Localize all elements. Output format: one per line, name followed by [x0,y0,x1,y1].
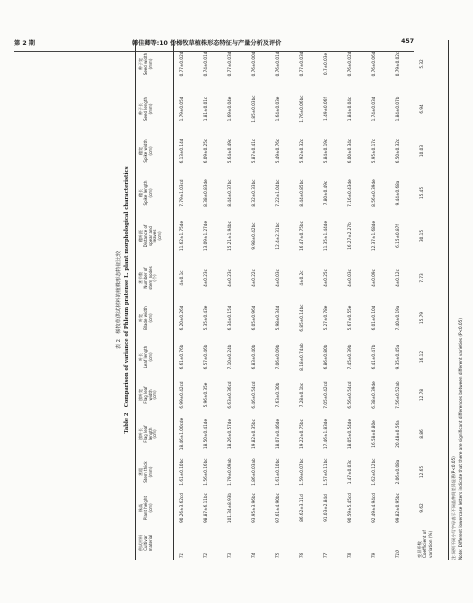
table-cell: 5.27±0.78e [323,305,328,331]
table-cell: 6.63±0.36cd [227,381,232,409]
table-cell: 1.47±0.03c [347,459,352,485]
table-cell: 6.09±0.25c [203,138,208,164]
table-cell: 5.64±0.49c [227,138,232,164]
table-cell: 18.07±0.46de [275,418,280,450]
table-cell: 8.56±0.39de [371,179,376,207]
table-cell: 0.76±0.06d [371,51,376,77]
table-cell: 6.41±0.47b [371,344,376,370]
column-header: 穗长 Spike length (cm) [138,180,153,206]
column-header: 旗叶长 Flag leaf length (cm) [138,425,158,443]
table-cell: 10.03 [419,145,424,157]
table-caption-en: Table 2 Comparison of variance of Phleum pratense L. plant morphological characteristics [124,166,130,434]
table-cell: 8.38±0.83de [203,179,208,207]
page-number: 457 [401,38,414,45]
column-header: 叶宽 Blade width (cm) [138,306,153,330]
table-cell: 8.44±0.37bc [227,179,232,207]
table-cell: 0.79±0.02c [395,51,400,77]
table-cell: 1.79±0.05d [179,96,184,122]
table-cell: 6.61±0.76b [179,344,184,370]
table-cell: 6.86±0.80b [323,344,328,370]
row-label: T9 [371,552,376,558]
table-cell: 7.45±0.39b [347,344,352,370]
table-cell: 6.83±0.40b [251,344,256,370]
table-cell: 9.98±0.42bc [251,222,256,250]
table-cell: 30.15 [419,230,424,242]
row-label: 变异系数 Coefficient of variation (%) [417,530,433,558]
table-cell: 1.84±0.07b [395,96,400,122]
table-cell: 18.46±1.00cde [179,417,184,451]
table-cell: 8.86 [419,429,424,439]
table-bottom-rule [448,40,449,560]
table-cell: 5.84±0.19c [323,138,328,164]
table-top-rule [135,40,136,560]
table-cell: 7.22±1.04bc [275,179,280,207]
table-cell: 98.87±6.11bc [203,493,208,523]
table-cell: 1.81±0.01c [203,96,208,122]
table-cell: 5.95±0.17c [371,138,376,164]
table-cell: 16.47±0.75bc [299,221,304,251]
table-cell: 4±0.23c [203,269,208,287]
table-cell: 8.18±0.74ab [299,343,304,371]
table-cell: 2.06±0.08a [395,459,400,485]
table-cell: 6.57±0.46b [203,344,208,370]
table-note-en: Note: Different lowercase letters indicate that there are significant differences between different varieties (P<0.05) [458,318,463,560]
table-cell: 18.05±0.54de [347,418,352,450]
table-cell: 7.05±0.42cd [323,381,328,409]
table-cell: 7.79±1.03cd [179,179,184,207]
table-cell: 5.96±0.35e [203,382,208,408]
table-cell: 0.74±0.01d [203,51,208,77]
table-cell: 1.86±0.03ab [251,458,256,486]
column-header: 种子长 Seed length (mm) [138,96,153,122]
table-cell: 5.67±0.55e [347,305,352,331]
column-header: 叶长 Leaf length (cm) [138,345,153,369]
table-cell: 6.85±0.14bc [299,304,304,332]
table-cell: 20.48±0.56a [395,420,400,448]
column-header: 穗叶距 Distance of spear and leaves (cm) [138,224,163,248]
table-cell: 90.26±3.62cd [179,493,184,523]
table-cell: 6.34±0.15d [227,305,232,331]
table-cell: 92.49±4.94cd [371,493,376,523]
table-cell: 1.56±0.16bc [203,458,208,486]
table-cell: 6.05±0.96d [251,305,256,331]
row-label: T2 [203,552,208,558]
rotated-table [113,40,473,560]
table-cell: 0.7±0.03e [323,52,328,76]
table-cell: 7.16±0.43de [347,179,352,207]
table-cell: 4±0.03c [275,269,280,287]
table-cell: 19.82±0.35bc [251,419,256,449]
table-cell: 6.50±0.32c [395,138,400,164]
table-cell: 19.22±0.75bc [299,419,304,449]
table-cell: 1.62±0.12bc [371,458,376,486]
column-header: 供试材料 Cultivar material [138,534,153,552]
issue-number: 第 2 期 [14,40,35,47]
column-header: 茎节数 Number of stem nodes (个) [138,266,158,290]
table-cell: 7.80±0.49c [323,180,328,206]
table-cell: 6.46±0.54cd [251,381,256,409]
table-cell: 7.73 [419,273,424,283]
table-cell: 0.77±0.03d [299,51,304,77]
table-cell: 6.01±0.10d [371,305,376,331]
table-cell: 7.56±0.52ab [395,381,400,409]
table-cell: 16.27±2.27b [347,222,352,250]
table-cell: 1.79±0.09ab [227,458,232,486]
table-cell: 6.94 [419,104,424,114]
row-label: T7 [323,552,328,558]
table-cell: 12.65 [419,466,424,478]
table-cell: 0.77±0.02d [179,51,184,77]
table-cell: 7.40±0.19a [395,305,400,331]
table-cell: 86.62±3.11d [299,494,304,522]
table-cell: 1.74±0.03d [371,96,376,122]
table-cell: 1.76±0.06bc [299,95,304,123]
table-cell: 5.32 [419,59,424,69]
table-cell: 15.45 [419,187,424,199]
table-cell: 0.76±0.00d [251,51,256,77]
table-cell: 9.44±0.68a [395,180,400,206]
table-cell: 4±0.09c [371,269,376,287]
table-cell: 5.98±0.34d [275,305,280,331]
table-cell: 8.32±0.33bc [251,179,256,207]
table-cell: 1.49±0.06f [323,97,328,121]
table-cell: 18.26±0.57de [227,418,232,450]
row-label: T4 [251,552,256,558]
column-header: 茎粗 Stem thick (mm) [138,461,153,483]
table-cell: 1.61±0.10bc [275,458,280,486]
row-label: T5 [275,552,280,558]
table-cell: 16.58±0.80e [371,420,376,448]
table-cell: 9.35±0.45a [395,344,400,370]
row-label: T8 [347,552,352,558]
table-cell: 4±0.2c [299,270,304,286]
table-cell: 5.87±0.41c [251,138,256,164]
row-label: T3 [227,552,232,558]
table-cell: 6.20±0.26d [179,305,184,331]
table-cell: 1.69±0.04e [227,96,232,122]
table-note-cn: 注:同列不同小写字母表示不同品种间差异显著(P<0.05) [451,456,456,560]
table-cell: 15.21±1.94bc [227,221,232,251]
table-cell: 8.44±0.85bc [299,179,304,207]
row-label: T10 [395,550,400,558]
table-cell: 11.35±1.44de [323,220,328,252]
column-header: 旗叶宽 Flag leaf width (cm) [138,386,158,404]
table-cell: 5.49±0.76c [275,138,280,164]
table-cell: 6.38±0.39de [371,381,376,409]
table-cell: 1.84±0.04c [347,96,352,122]
table-cell: 6.13±0.14d [179,138,184,164]
table-cell: 4±0.23c [227,269,232,287]
table-cell: 6.56±0.54cd [347,381,352,409]
table-cell: 1.57±0.11bc [323,458,328,486]
table-cell: 7.28±0.1bc [299,382,304,408]
table-cell: 6.15±0.87f [395,224,400,248]
table-cell: 1.61±0.10bc [179,458,184,486]
table-header-rule [173,40,174,560]
table-cell: 91.03±2.84d [323,494,328,522]
table-cell: 93.95±3.96bc [251,493,256,523]
table-cell: 6.00±0.34c [347,138,352,164]
table-cell: 17.46±1.83de [323,418,328,450]
table-cell: 12.78 [419,389,424,401]
table-cell: 18.50±0.41de [203,418,208,450]
table-cell: 0.76±0.02d [347,51,352,77]
row-label: T1 [179,552,184,558]
table-cell: 15.79 [419,312,424,324]
table-cell: 99.82±0.95bc [395,493,400,523]
table-cell: 90.59±5.45cd [347,493,352,523]
table-cell: 12.37±1.68de [371,220,376,252]
table-caption-cn: 表 2 梯牧草供试材料的植株形态特征比较 [116,250,122,350]
table-cell: 13.09±1.27de [203,220,208,252]
table-cell: 4±0.12c [395,269,400,287]
table-cell: 7.06±0.09b [275,344,280,370]
running-title: 韩佳卿等:10 份梯牧草植株形态特征与产量分析及评价 [132,40,282,47]
table-cell: 101.34±8.93b [227,492,232,524]
table-cell: 4±0.25c [323,269,328,287]
table-cell: 6.99±0.42cd [179,381,184,409]
table-cell: 4±0.1c [179,270,184,286]
table-cell: 9.62 [419,503,424,513]
table-cell: 5.35±0.43e [203,305,208,331]
table-cell: 4±0.22c [251,269,256,287]
table-cell: 1.64±0.03e [275,96,280,122]
table-cell: 0.77±0.03d [227,51,232,77]
column-header: 株高 Plant height (cm) [138,495,153,521]
column-header: 种子宽 Seed width (mm) [138,52,153,76]
table-cell: 16.12 [419,351,424,363]
table-cell: 1.85±0.03bc [251,95,256,123]
column-header: 穗宽 Spike width (cm) [138,139,153,163]
row-label: T6 [299,552,304,558]
table-cell: 12.4±2.31bc [275,222,280,250]
table-cell: 4±0.03c [347,269,352,287]
table-cell: 5.92±0.32c [299,138,304,164]
table-cell: 7.10±0.24b [227,344,232,370]
table-cell: 1.59±0.07bc [299,458,304,486]
table-cell: 11.62±1.75de [179,220,184,252]
table-cell: 7.63±0.30b [275,382,280,408]
table-cell: 97.61±4.90bc [275,493,280,523]
table-cell: 0.76±0.01d [275,51,280,77]
